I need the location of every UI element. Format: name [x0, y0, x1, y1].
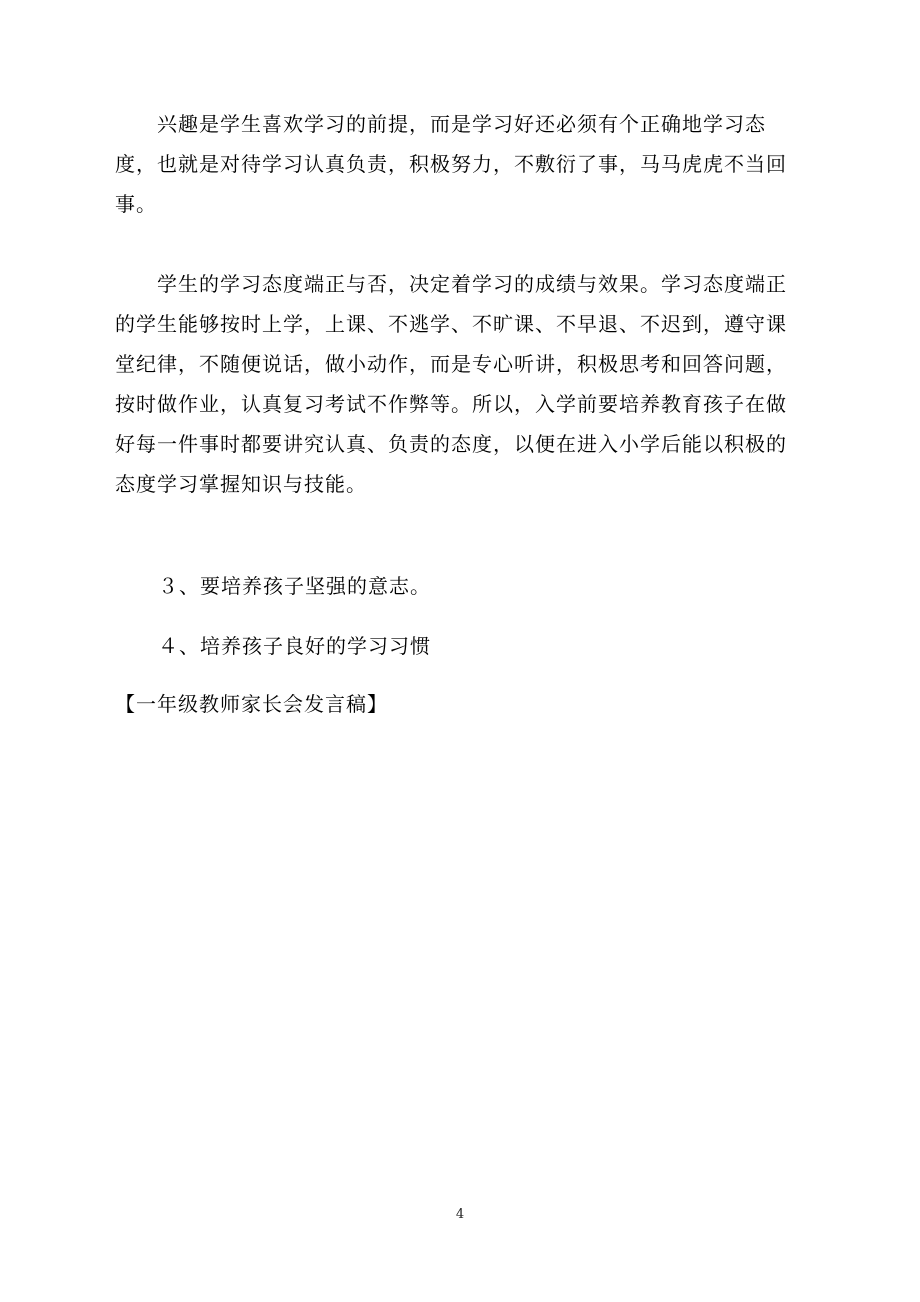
list-item: ４、培养孩子良好的学习习惯: [158, 634, 431, 658]
paragraph-attitude: 学生的学习态度端正与否，决定着学习的成绩与效果。学习态度端正的学生能够按时上学，上课、不逃学、不旷课、不早退、不迟到，遵守课堂纪律，不随便说话，做小动作，而是专心听讲，积极思考和回答问题，按时做作业，认真复习考试不作弊等。所以，入学前要培养教育孩子在做好每一件事时都要讲究认真、负责的态度，以便在进入小学后能以积极的态度学习掌握知识与技能。: [115, 272, 787, 496]
document-title: 【一年级教师家长会发言稿】: [115, 692, 388, 716]
paragraph-interest: 兴趣是学生喜欢学习的前提，而是学习好还必须有个正确地学习态度，也就是对待学习认真负责，积极努力，不敷衍了事，马马虎虎不当回事。: [115, 112, 787, 216]
list-item: ３、要培养孩子坚强的意志。: [158, 574, 431, 598]
page-number: 4: [455, 1207, 465, 1222]
